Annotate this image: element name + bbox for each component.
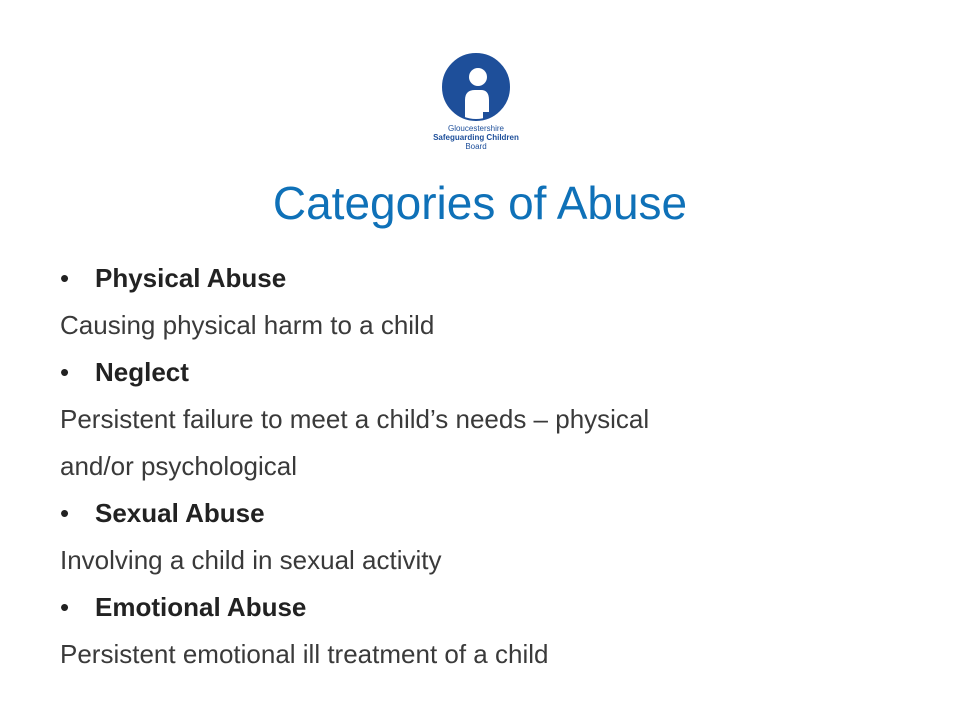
- bullet-icon: •: [60, 357, 70, 387]
- logo-text: [426, 124, 526, 151]
- description-physical-abuse: Causing physical harm to a child: [60, 310, 435, 340]
- slide-content: [60, 255, 920, 678]
- bullet-icon: •: [60, 592, 70, 622]
- bullet-heading: Sexual Abuse: [95, 498, 265, 528]
- bullet-heading: Emotional Abuse: [95, 592, 307, 622]
- gscb-logo: [426, 52, 536, 150]
- bullet-icon: •: [60, 498, 70, 528]
- logo-line-3: Board: [465, 142, 487, 151]
- bullet-sexual-abuse: [60, 490, 920, 537]
- description-neglect-continued: and/or psychological: [60, 451, 298, 481]
- bullet-emotional-abuse: [60, 584, 920, 631]
- bullet-icon: •: [60, 263, 70, 293]
- bullet-heading: Physical Abuse: [95, 263, 287, 293]
- description-emotional-abuse: Persistent emotional ill treatment of a child: [60, 639, 549, 669]
- bullet-physical-abuse: [60, 255, 920, 302]
- logo-figure-icon: [441, 52, 511, 122]
- description-neglect: Persistent failure to meet a child’s needs – physical: [60, 404, 650, 434]
- description-sexual-abuse: Involving a child in sexual activity: [60, 545, 442, 575]
- slide-title: Categories of Abuse: [272, 177, 688, 229]
- logo-line-1: Gloucestershire: [447, 124, 505, 133]
- bullet-heading: Neglect: [95, 357, 189, 387]
- bullet-neglect: [60, 349, 920, 396]
- logo-line-2: Safeguarding Children: [433, 133, 519, 142]
